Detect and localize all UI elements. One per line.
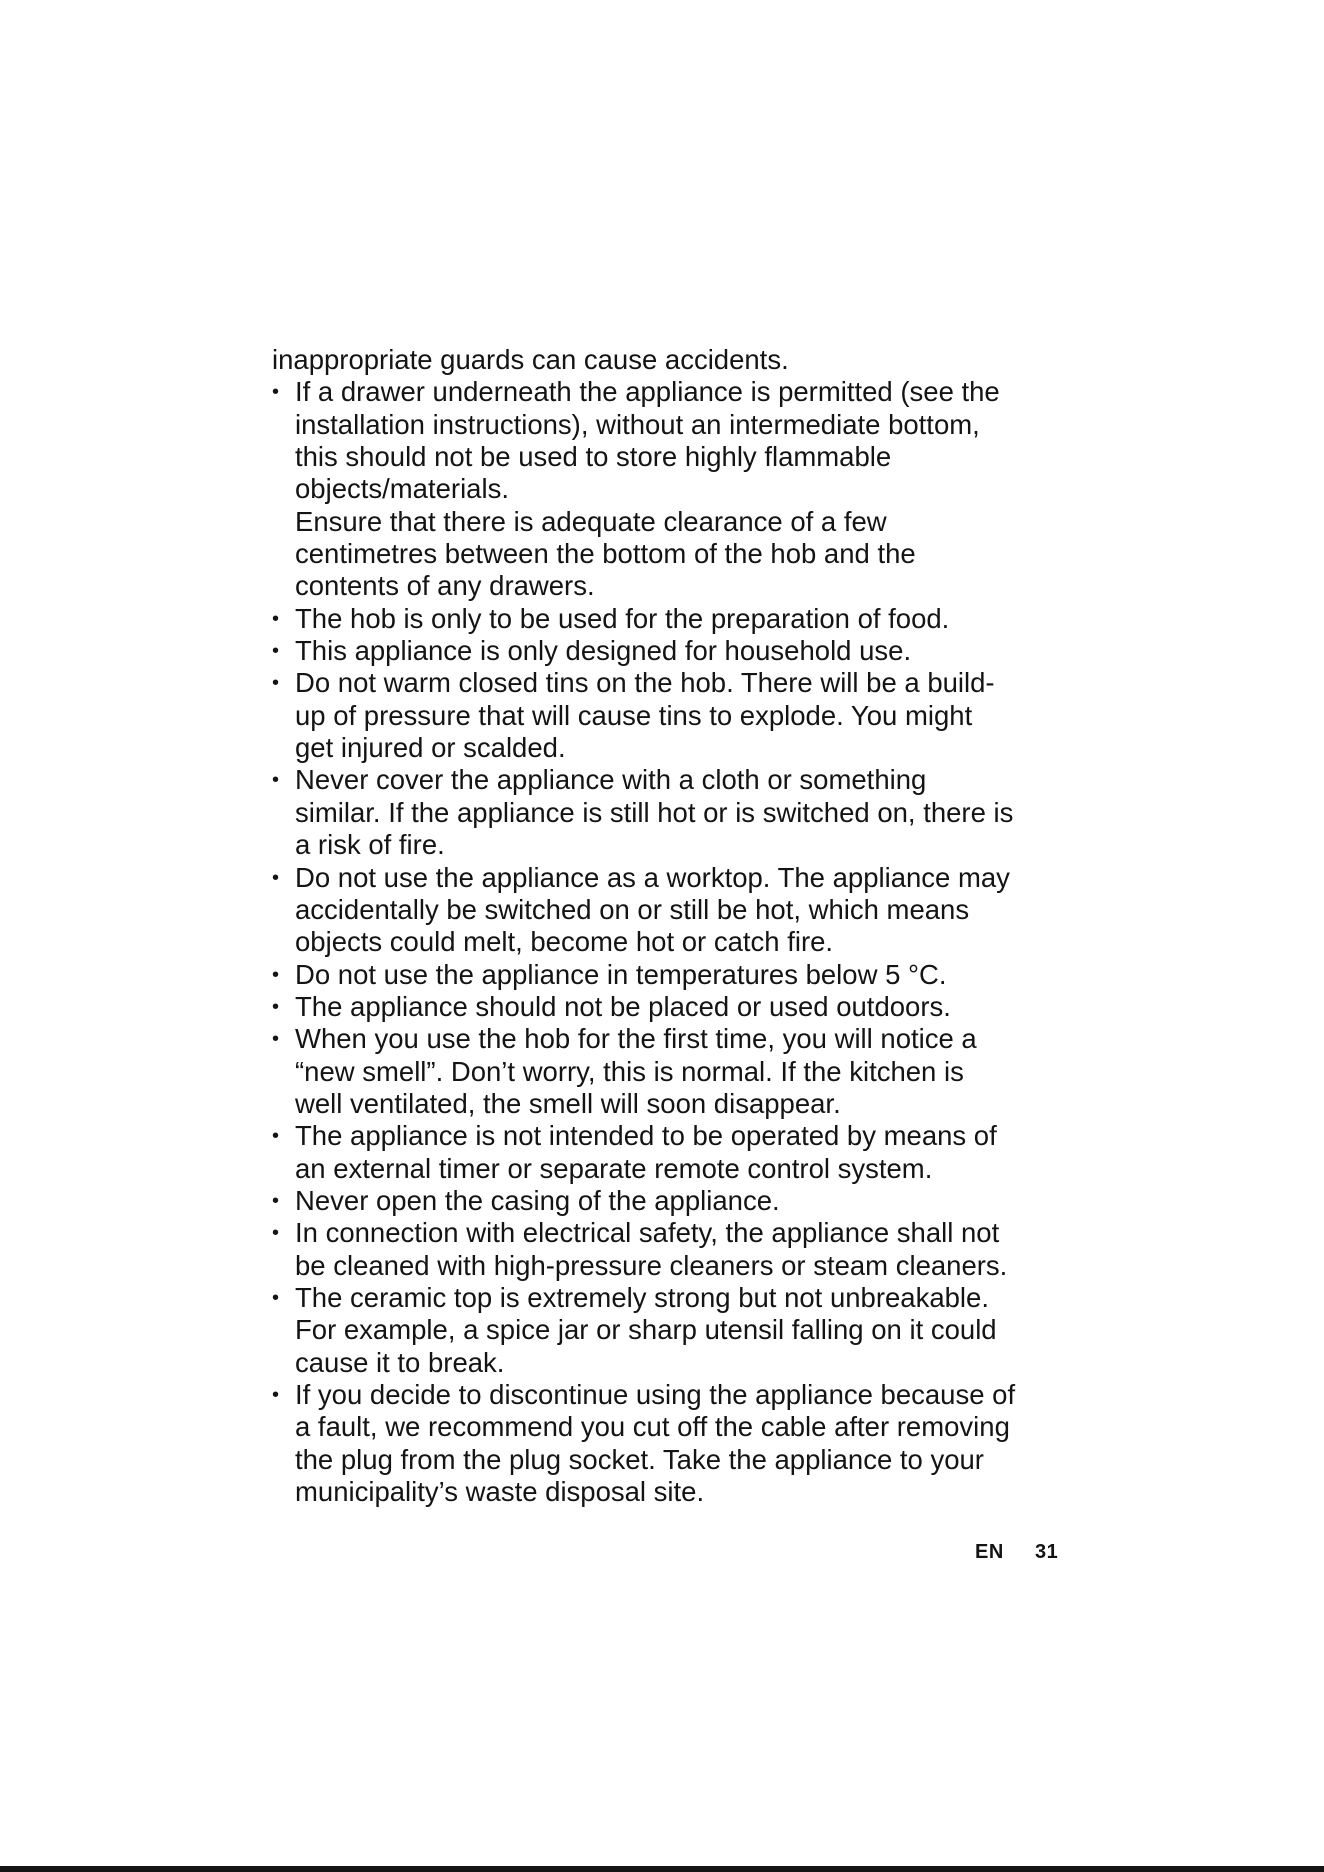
- list-item: [272, 1379, 1062, 1508]
- intro-line: inappropriate guards can cause accidents.: [272, 344, 789, 375]
- bullet-list: [272, 376, 1062, 1508]
- text-line: For example, a spice jar or sharp utensil falling on it could: [295, 1314, 997, 1346]
- text-line: cause it to break.: [295, 1346, 505, 1378]
- bullet-icon: •: [272, 1125, 280, 1148]
- bottom-edge-rule: [0, 1866, 1324, 1872]
- text-line: accidentally be switched on or still be hot, which means: [295, 893, 970, 925]
- page-number: 31: [1035, 1541, 1059, 1563]
- list-item: [272, 376, 1062, 602]
- text-line: the plug from the plug socket. Take the appliance to your: [295, 1443, 984, 1475]
- list-item: [272, 1185, 1062, 1217]
- text-line: objects/materials.: [295, 473, 509, 505]
- text-line: “new smell”. Don’t worry, this is normal. If the kitchen is: [295, 1055, 964, 1087]
- text-line: installation instructions), without an intermediate bottom,: [295, 408, 980, 440]
- text-line: The ceramic top is extremely strong but not unbreakable.: [295, 1281, 989, 1313]
- bullet-icon: •: [272, 640, 280, 663]
- bullet-icon: •: [272, 769, 280, 792]
- bullet-icon: •: [272, 963, 280, 986]
- list-item: [272, 1023, 1062, 1120]
- bullet-icon: •: [272, 995, 280, 1018]
- list-item: [272, 1120, 1062, 1185]
- list-item: [272, 764, 1062, 861]
- text-line: this should not be used to store highly flammable: [295, 441, 892, 473]
- text-line: an external timer or separate remote control system.: [295, 1152, 933, 1184]
- text-line: Do not use the appliance as a worktop. The appliance may: [295, 861, 1010, 893]
- language-code: EN: [975, 1541, 1004, 1563]
- bullet-icon: •: [272, 607, 280, 630]
- list-item: [272, 603, 1062, 635]
- list-item: [272, 667, 1062, 764]
- bullet-icon: •: [272, 1286, 280, 1309]
- text-line: be cleaned with high-pressure cleaners or steam cleaners.: [295, 1249, 1008, 1281]
- text-line: Do not warm closed tins on the hob. There will be a build-: [295, 667, 995, 699]
- list-item: [272, 1217, 1062, 1282]
- text-line: Do not use the appliance in temperatures below 5 °C.: [295, 958, 947, 990]
- text-line: The hob is only to be used for the preparation of food.: [295, 602, 950, 634]
- text-line: objects could melt, become hot or catch fire.: [295, 926, 834, 958]
- text-line: This appliance is only designed for household use.: [295, 635, 912, 667]
- text-line: In connection with electrical safety, the appliance shall not: [295, 1217, 1000, 1249]
- text-line: contents of any drawers.: [295, 570, 595, 602]
- bullet-icon: •: [272, 381, 280, 404]
- text-line: Never cover the appliance with a cloth or something: [295, 764, 927, 796]
- bullet-icon: •: [272, 672, 280, 695]
- text-line: a fault, we recommend you cut off the cable after removing: [295, 1411, 1010, 1443]
- text-line: If you decide to discontinue using the appliance because of: [295, 1379, 1016, 1410]
- list-item: [272, 862, 1062, 959]
- text-line: Ensure that there is adequate clearance of a few: [295, 505, 887, 537]
- text-line: Never open the casing of the appliance.: [295, 1184, 780, 1216]
- list-item: [272, 635, 1062, 667]
- bullet-icon: •: [272, 1384, 280, 1406]
- bullet-icon: •: [272, 866, 280, 889]
- list-item: [272, 991, 1062, 1023]
- bullet-icon: •: [272, 1222, 280, 1245]
- bullet-icon: •: [272, 1028, 280, 1051]
- document-body: [272, 344, 1062, 1508]
- bullet-icon: •: [272, 1189, 280, 1212]
- text-line: up of pressure that will cause tins to explode. You might: [295, 699, 973, 731]
- list-item: [272, 1282, 1062, 1379]
- text-line: get injured or scalded.: [295, 732, 566, 764]
- text-line: similar. If the appliance is still hot or is switched on, there is: [295, 796, 1014, 828]
- text-line: well ventilated, the smell will soon disappear.: [295, 1087, 841, 1119]
- text-line: The appliance is not intended to be operated by means of: [295, 1120, 997, 1152]
- text-line: municipality’s waste disposal site.: [295, 1476, 705, 1508]
- text-line: centimetres between the bottom of the hob and the: [295, 538, 916, 570]
- text-line: a risk of fire.: [295, 829, 445, 861]
- text-line: The appliance should not be placed or used outdoors.: [295, 990, 951, 1022]
- list-item: [272, 959, 1062, 991]
- text-line: If a drawer underneath the appliance is permitted (see the: [295, 376, 1000, 408]
- text-line: When you use the hob for the first time, you will notice a: [295, 1023, 977, 1055]
